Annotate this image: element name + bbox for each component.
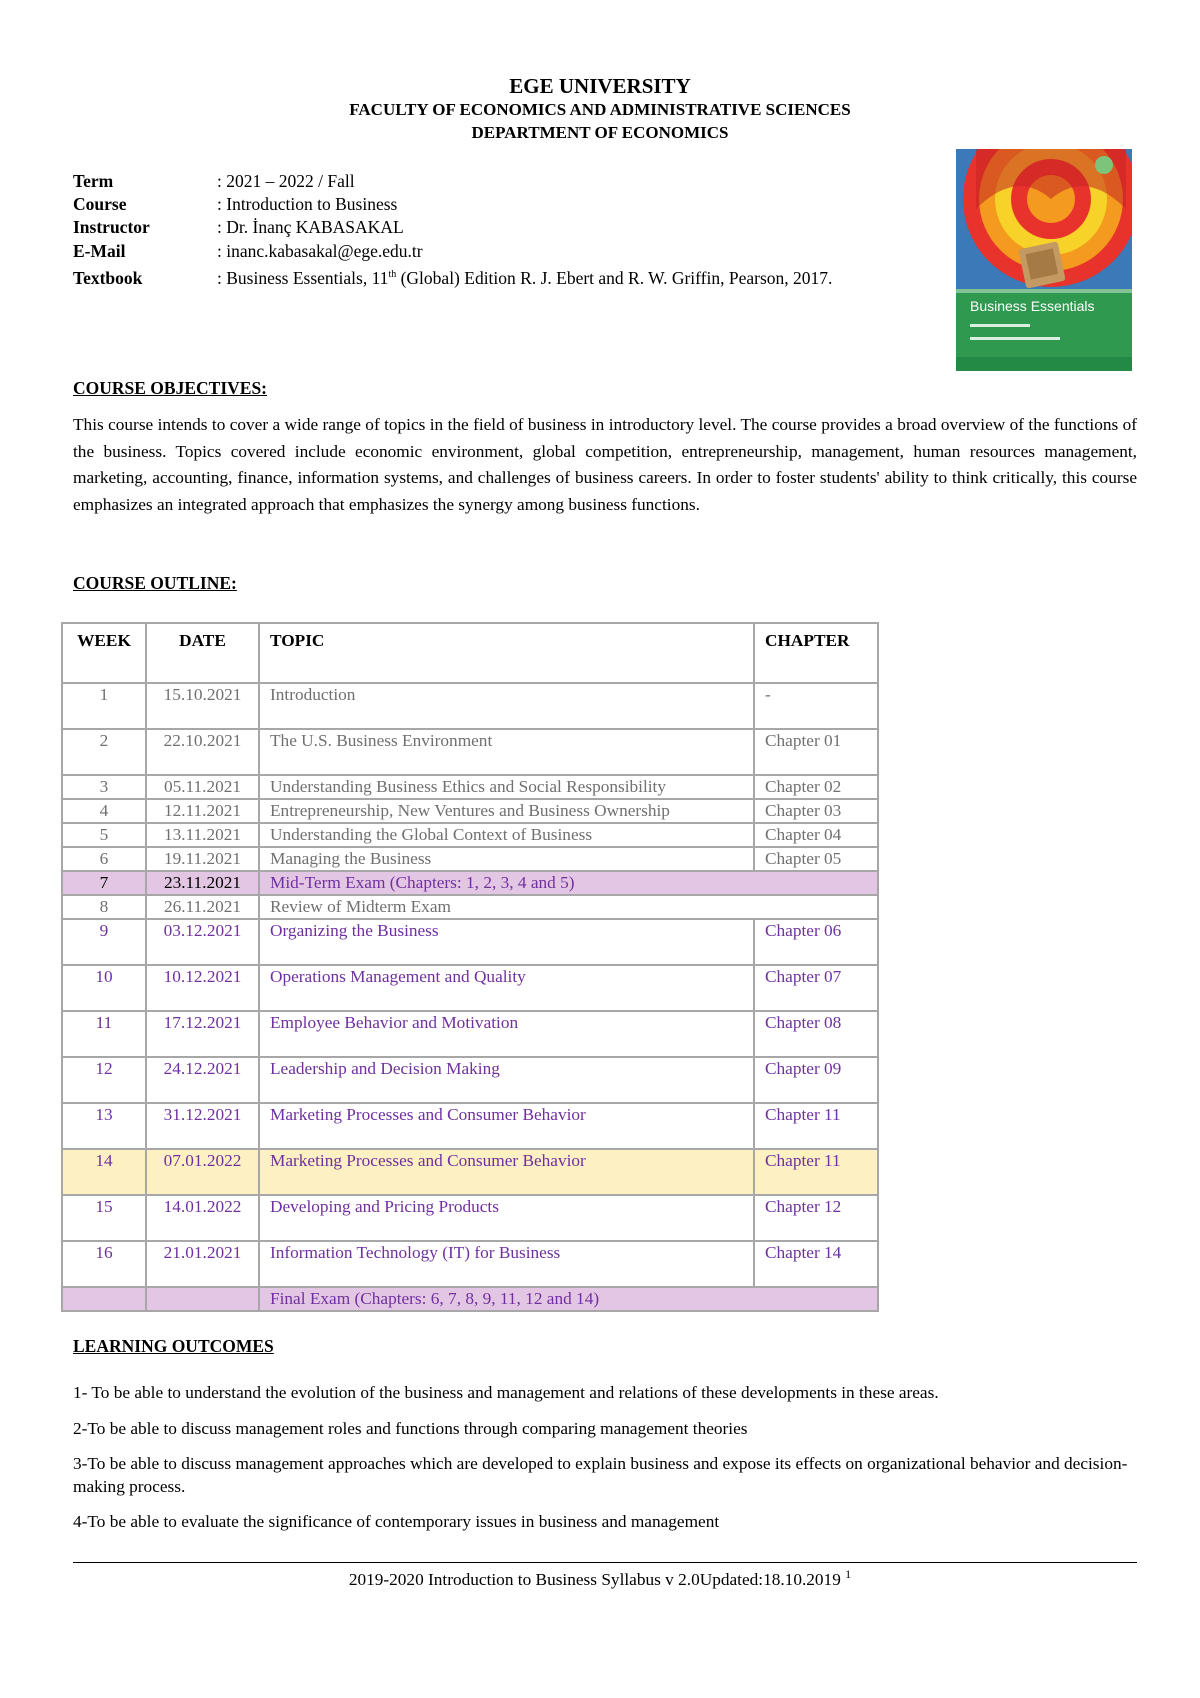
week-cell: 5	[62, 823, 146, 847]
table-row	[62, 1241, 878, 1287]
date-cell: 21.01.2021	[146, 1241, 259, 1287]
email-label: E-Mail	[73, 240, 126, 261]
week-cell: 6	[62, 847, 146, 871]
textbook-value-rest: (Global) Edition R. J. Ebert and R. W. Griffin, Pearson, 2017.	[396, 267, 833, 288]
week-cell: 14	[62, 1149, 146, 1195]
week-cell	[62, 1287, 146, 1311]
date-cell: 22.10.2021	[146, 729, 259, 775]
textbook-row	[73, 263, 832, 286]
chapter-cell: Chapter 14	[754, 1241, 878, 1287]
topic-cell: The U.S. Business Environment	[259, 729, 754, 775]
instructor-label: Instructor	[73, 217, 150, 238]
term-row	[73, 170, 832, 193]
table-row	[62, 823, 878, 847]
topic-cell: Managing the Business	[259, 847, 754, 871]
footer-text: 2019-2020 Introduction to Business Syllabus v 2.0Updated:18.10.2019	[348, 1569, 841, 1589]
table-row	[62, 1057, 878, 1103]
chapter-cell: Chapter 03	[754, 799, 878, 823]
outcome-item: 1- To be able to understand the evolution of the business and management and relations of these developments in these areas.	[73, 1383, 939, 1402]
instructor-value: : Dr. İnanç KABASAKAL	[217, 217, 404, 238]
objectives-heading: COURSE OBJECTIVES:	[73, 378, 268, 398]
topic-cell: Operations Management and Quality	[259, 965, 754, 1011]
outcome-item: 4-To be able to evaluate the significance of contemporary issues in business and management	[73, 1512, 720, 1531]
textbook-edition-suffix: th	[388, 268, 397, 280]
table-row	[62, 729, 878, 775]
topic-cell: Introduction	[259, 683, 754, 729]
faculty-name: FACULTY OF ECONOMICS AND ADMINISTRATIVE SCIENCES	[349, 100, 851, 119]
table-row	[62, 1149, 878, 1195]
topic-cell: Information Technology (IT) for Business	[259, 1241, 754, 1287]
week-cell: 11	[62, 1011, 146, 1057]
date-cell: 17.12.2021	[146, 1011, 259, 1057]
email-row	[73, 240, 832, 263]
topic-cell: Understanding Business Ethics and Social Responsibility	[259, 775, 754, 799]
page-number: 1	[845, 1567, 852, 1581]
week-cell: 15	[62, 1195, 146, 1241]
course-label: Course	[73, 194, 127, 215]
chapter-cell: Chapter 12	[754, 1195, 878, 1241]
outcome-item: 3-To be able to discuss management approaches which are developed to explain business and expose its effects on organizational behavior and decision-making process.	[73, 1454, 1128, 1496]
date-cell: 24.12.2021	[146, 1057, 259, 1103]
date-cell: 10.12.2021	[146, 965, 259, 1011]
outcomes-heading: LEARNING OUTCOMES	[73, 1336, 274, 1356]
date-cell: 14.01.2022	[146, 1195, 259, 1241]
chapter-cell: Chapter 07	[754, 965, 878, 1011]
chapter-cell: Chapter 06	[754, 919, 878, 965]
topic-column-header: TOPIC	[259, 623, 754, 683]
textbook-cover-title: Business Essentials	[970, 298, 1095, 314]
chapter-cell: Chapter 04	[754, 823, 878, 847]
table-row	[62, 965, 878, 1011]
table-row	[62, 919, 878, 965]
department-name: DEPARTMENT OF ECONOMICS	[471, 123, 729, 142]
table-row	[62, 1011, 878, 1057]
table-row	[62, 799, 878, 823]
chapter-cell: Chapter 05	[754, 847, 878, 871]
chapter-cell: Chapter 11	[754, 1149, 878, 1195]
date-cell: 23.11.2021	[146, 871, 259, 895]
email-value[interactable]: : inanc.kabasakal@ege.edu.tr	[217, 240, 423, 261]
topic-cell: Review of Midterm Exam	[259, 895, 878, 919]
date-cell: 03.12.2021	[146, 919, 259, 965]
week-cell: 16	[62, 1241, 146, 1287]
week-cell: 2	[62, 729, 146, 775]
date-cell: 19.11.2021	[146, 847, 259, 871]
textbook-label: Textbook	[73, 267, 143, 288]
week-cell: 8	[62, 895, 146, 919]
chapter-cell: Chapter 11	[754, 1103, 878, 1149]
topic-cell: Employee Behavior and Motivation	[259, 1011, 754, 1057]
page-footer	[0, 1567, 1200, 1590]
chapter-cell: Chapter 09	[754, 1057, 878, 1103]
topic-cell: Leadership and Decision Making	[259, 1057, 754, 1103]
topic-cell: Mid-Term Exam (Chapters: 1, 2, 3, 4 and 5)	[259, 871, 878, 895]
week-cell: 3	[62, 775, 146, 799]
table-row	[62, 1195, 878, 1241]
date-cell: 07.01.2022	[146, 1149, 259, 1195]
table-row	[62, 683, 878, 729]
table-row	[62, 775, 878, 799]
table-row	[62, 1103, 878, 1149]
table-row	[62, 847, 878, 871]
topic-cell: Marketing Processes and Consumer Behavior	[259, 1149, 754, 1195]
week-cell: 9	[62, 919, 146, 965]
outline-heading: COURSE OUTLINE:	[73, 573, 237, 593]
week-cell: 1	[62, 683, 146, 729]
week-cell: 12	[62, 1057, 146, 1103]
date-cell: 05.11.2021	[146, 775, 259, 799]
chapter-cell: Chapter 01	[754, 729, 878, 775]
week-cell: 7	[62, 871, 146, 895]
chapter-cell: Chapter 02	[754, 775, 878, 799]
week-column-header: WEEK	[62, 623, 146, 683]
term-label: Term	[73, 171, 114, 191]
outcome-item: 2-To be able to discuss management roles and functions through comparing management theories	[73, 1419, 748, 1438]
week-cell: 13	[62, 1103, 146, 1149]
date-cell: 15.10.2021	[146, 683, 259, 729]
final-exam-row	[62, 1287, 878, 1311]
course-outline-table	[61, 622, 879, 1312]
chapter-cell: Chapter 08	[754, 1011, 878, 1057]
objectives-text: This course intends to cover a wide range of topics in the field of business in introductory level. The course provides a broad overview of the functions of the business. Topics covered include economic environment, global competition, entrepreneurship, management, human resources management, marketing, accounting, finance, information systems, and challenges of business careers. In order to foster students' ability to think critically, this course emphasizes an integrated approach that emphasizes the synergy among business functions.	[73, 415, 1137, 514]
date-cell: 13.11.2021	[146, 823, 259, 847]
week-cell: 10	[62, 965, 146, 1011]
date-column-header: DATE	[146, 623, 259, 683]
table-header-row	[62, 623, 878, 683]
topic-cell: Entrepreneurship, New Ventures and Business Ownership	[259, 799, 754, 823]
instructor-row	[73, 216, 832, 239]
chapter-cell: -	[754, 683, 878, 729]
week-cell: 4	[62, 799, 146, 823]
footer-divider	[73, 1562, 1137, 1563]
topic-cell: Organizing the Business	[259, 919, 754, 965]
course-value: : Introduction to Business	[217, 194, 398, 215]
final-exam-topic-cell: Final Exam (Chapters: 6, 7, 8, 9, 11, 12 and 14)	[259, 1287, 878, 1311]
term-value: : 2021 – 2022 / Fall	[217, 171, 355, 191]
table-row	[62, 895, 878, 919]
chapter-column-header: CHAPTER	[754, 623, 878, 683]
topic-cell: Developing and Pricing Products	[259, 1195, 754, 1241]
textbook-value-main: : Business Essentials, 11	[217, 267, 389, 288]
course-row	[73, 193, 832, 216]
topic-cell: Understanding the Global Context of Business	[259, 823, 754, 847]
hot-air-balloon-illustration	[956, 149, 1132, 371]
topic-cell: Marketing Processes and Consumer Behavior	[259, 1103, 754, 1149]
date-cell	[146, 1287, 259, 1311]
university-name: EGE UNIVERSITY	[509, 74, 691, 98]
textbook-value	[217, 268, 832, 288]
textbook-cover-image	[956, 149, 1132, 371]
date-cell: 12.11.2021	[146, 799, 259, 823]
course-info	[73, 170, 832, 286]
date-cell: 26.11.2021	[146, 895, 259, 919]
document-header	[0, 74, 1200, 144]
date-cell: 31.12.2021	[146, 1103, 259, 1149]
table-row	[62, 871, 878, 895]
